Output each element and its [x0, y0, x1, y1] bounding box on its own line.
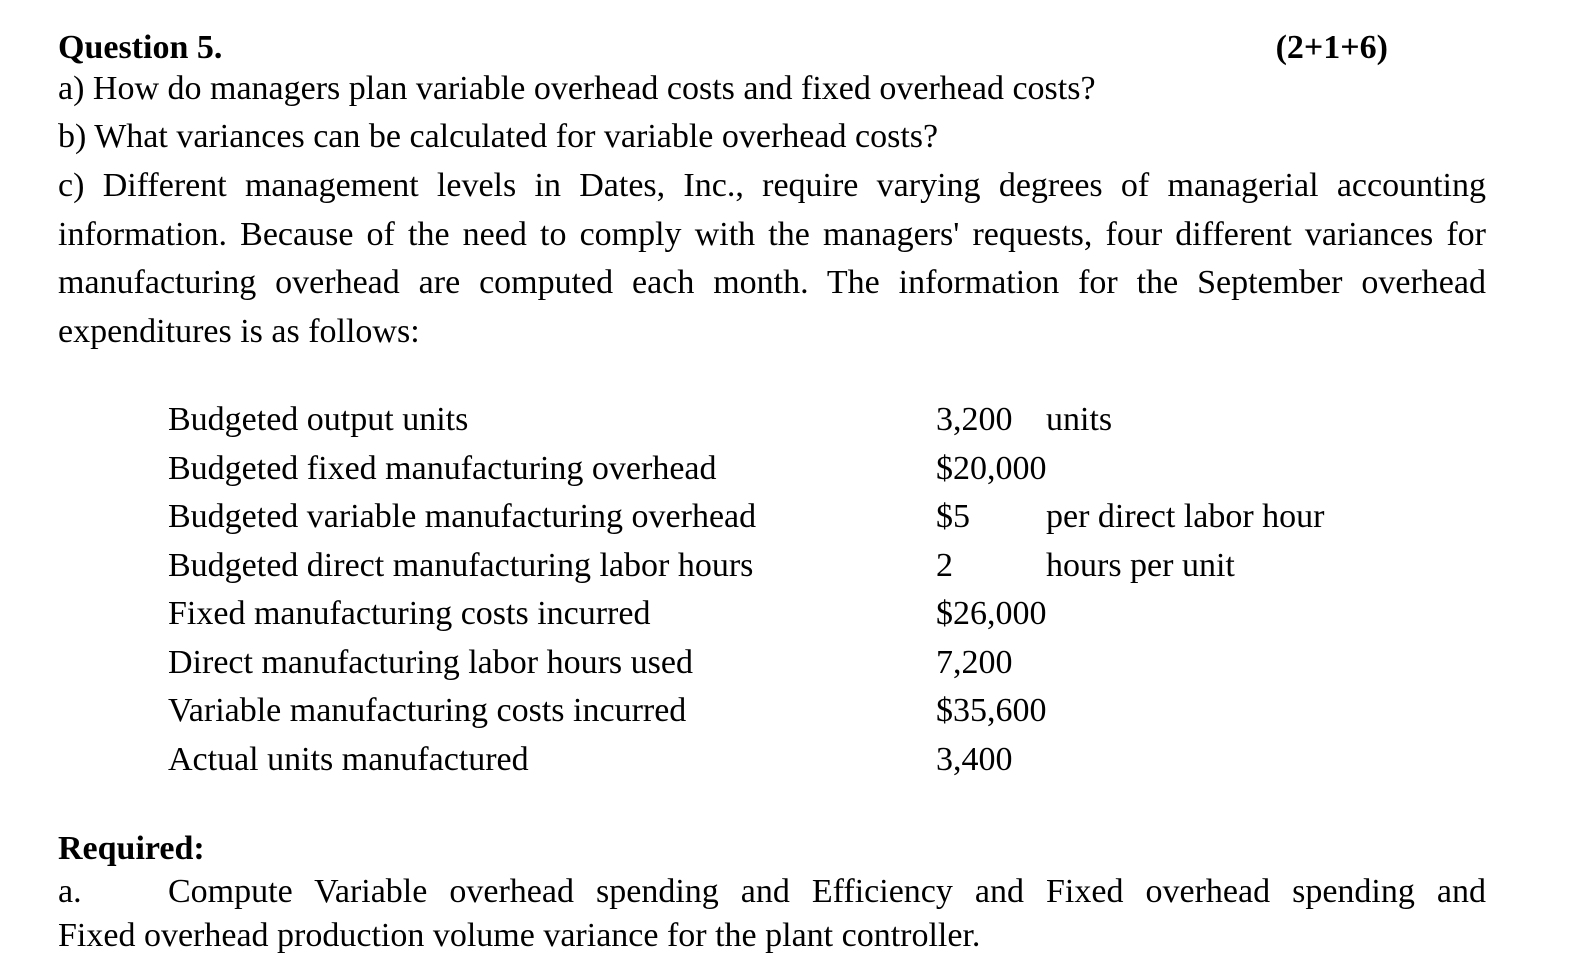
required-item-text-line2: Fixed overhead production volume variance for the plant controller.	[58, 917, 981, 954]
data-row	[168, 542, 1368, 590]
data-row-value: $20,000	[936, 449, 1047, 487]
data-row-value: $26,000	[936, 595, 1047, 632]
question-header	[58, 26, 1388, 70]
required-item	[58, 870, 1486, 958]
question-part-a: a) How do managers plan variable overhead costs and fixed overhead costs?	[58, 70, 1096, 107]
data-row-unit: per direct labor hour	[1046, 498, 1325, 535]
data-row-value: 7,200	[936, 643, 1013, 681]
data-row-value: $35,600	[936, 692, 1047, 729]
question-title: Question 5.	[58, 29, 223, 66]
data-row-label: Direct manufacturing labor hours used	[168, 643, 693, 681]
data-row-label: Budgeted fixed manufacturing overhead	[168, 449, 717, 487]
data-row-label: Actual units manufactured	[168, 740, 529, 778]
data-row-value: 3,200	[936, 401, 1013, 438]
data-row-label: Variable manufacturing costs incurred	[168, 692, 687, 729]
question-part-b: b) What variances can be calculated for variable overhead costs?	[58, 118, 939, 155]
question-marks: (2+1+6)	[1275, 29, 1388, 66]
data-row-unit: units	[1046, 401, 1113, 438]
data-row	[168, 736, 1368, 784]
data-row-label: Budgeted variable manufacturing overhead	[168, 498, 757, 535]
data-row	[168, 445, 1368, 493]
data-row-label: Budgeted direct manufacturing labor hours	[168, 546, 754, 584]
data-row-label: Fixed manufacturing costs incurred	[168, 595, 651, 632]
data-row-unit: hours per unit	[1046, 546, 1235, 584]
required-item-text-line1: Compute Variable overhead spending and Efficiency and Fixed overhead spending and	[168, 873, 1486, 910]
data-row-value: 2	[936, 546, 953, 584]
data-row	[168, 493, 1368, 541]
question-part-c: c) Different management levels in Dates, Inc., require varying degrees of managerial accounting information. Because of the need to comply with the managers' requests, four different variances for manufacturing overhead are computed each month. The information for the September overhead expenditures is as follows:	[58, 167, 1486, 350]
data-row-label: Budgeted output units	[168, 401, 469, 438]
required-title: Required:	[58, 830, 205, 867]
data-row	[168, 590, 1368, 638]
required-item-letter: a.	[58, 873, 82, 910]
data-row-value: $5	[936, 498, 970, 535]
data-row	[168, 396, 1368, 444]
data-row	[168, 639, 1368, 687]
data-row	[168, 687, 1368, 735]
data-row-value: 3,400	[936, 740, 1013, 778]
